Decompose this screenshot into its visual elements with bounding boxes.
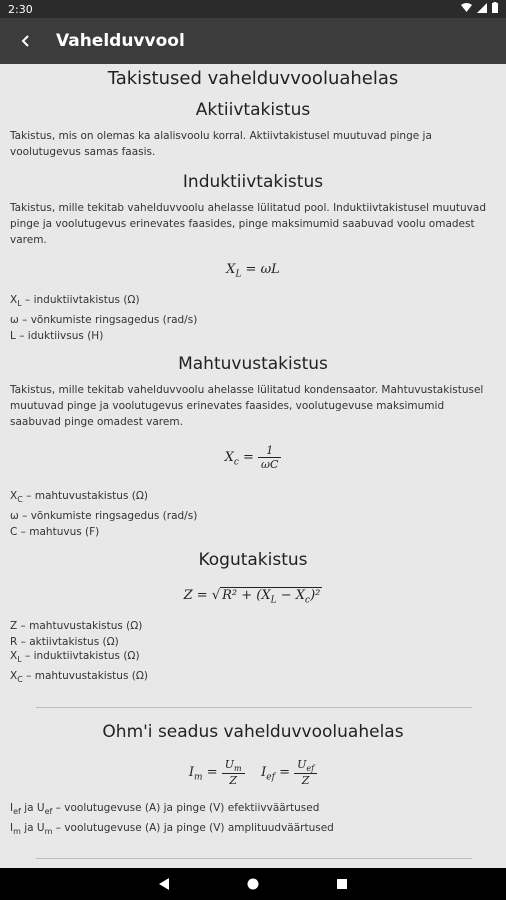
- capacitive-legend-0: $X_C$ – mahtuvustakistus (Ω): [10, 490, 148, 505]
- back-button[interactable]: [14, 29, 38, 53]
- active-body: Takistus, mis on olemas ka alalisvoolu korral. Aktiivtakistusel muutuvad pinge ja voolutugevus samas faasis.: [10, 130, 432, 158]
- arrow-left-icon: [20, 34, 32, 48]
- inductive-body: Takistus, mille tekitab vahelduvvoolu ahelasse lülitatud pool. Induktiivtakistusel muutuvad pinge ja voolutugevus erinevates faasides, pinge maksimumid saabuvad voolu omadest varem.: [10, 202, 486, 246]
- wifi-icon: [461, 3, 472, 13]
- capacitive-formula: $X_c$ = $\frac{1}{\omega C}$: [0, 444, 506, 471]
- capacitive-legend-1: ω – võnkumiste ringsagedus (rad/s): [10, 510, 198, 522]
- nav-recents-button[interactable]: [322, 868, 362, 900]
- ohm-formula: $I_m$ = $\frac{U_m}{Z}$ $I_{ef}$ = $\frac{U_{ef}}{Z}$: [0, 758, 506, 787]
- square-recents-icon: [337, 879, 347, 889]
- heading-capacitive: Mahtuvustakistus: [178, 354, 328, 374]
- total-legend-0: Z – mahtuvustakistus (Ω): [10, 620, 143, 632]
- total-legend-2: $X_L$ – induktiivtakistus (Ω): [10, 650, 140, 665]
- capacitive-legend-2: C – mahtuvus (F): [10, 526, 100, 538]
- signal-icon: [477, 3, 487, 13]
- capacitive-den: ωC: [261, 458, 279, 471]
- app-bar: [0, 18, 506, 64]
- content-scroll[interactable]: [0, 64, 506, 868]
- nav-home-button[interactable]: [233, 868, 273, 900]
- capacitive-num: 1: [258, 444, 281, 458]
- page-title: Vahelduvvool: [56, 31, 185, 51]
- status-time: 2:30: [8, 3, 33, 16]
- battery-icon: [492, 2, 498, 13]
- inductive-formula: $X_L = \omega L$: [226, 262, 280, 280]
- inductive-legend-0: $X_L$ – induktiivtakistus (Ω): [10, 294, 140, 309]
- system-nav-bar: [0, 868, 506, 900]
- circle-home-icon: [247, 878, 259, 890]
- heading-inductive: Induktiivtakistus: [182, 172, 324, 192]
- ohm-legend-1: $I_m$ ja $U_m$ – voolutugevuse (A) ja pinge (V) amplituudväärtused: [10, 822, 334, 837]
- inductive-legend-1: ω – võnkumiste ringsagedus (rad/s): [10, 314, 198, 326]
- ohm-legend-0: $I_{ef}$ ja $U_{ef}$ – voolutugevuse (A) ja pinge (V) efektiivväärtused: [10, 802, 320, 817]
- nav-back-button[interactable]: [144, 868, 184, 900]
- section-divider: [36, 707, 472, 708]
- triangle-back-icon: [159, 878, 169, 890]
- inductive-legend-2: L – iduktiivsus (H): [10, 330, 104, 342]
- total-formula: Z = √ $R^2 + (X_L - X_c)^2$: [183, 588, 321, 606]
- main-heading: Takistused vahelduvvooluahelas: [107, 68, 399, 89]
- status-bar: [0, 0, 506, 18]
- heading-active: Aktiivtakistus: [195, 100, 311, 120]
- status-icons: [461, 2, 498, 13]
- heading-total: Kogutakistus: [198, 550, 308, 570]
- section-divider-2: [36, 858, 472, 859]
- total-legend-1: R – aktiivtakistus (Ω): [10, 636, 119, 648]
- total-legend-3: $X_C$ – mahtuvustakistus (Ω): [10, 670, 148, 685]
- heading-ohm: Ohm'i seadus vahelduvvooluahelas: [102, 722, 404, 742]
- capacitive-body: Takistus, mille tekitab vahelduvvoolu ahelasse lülitatud kondensaator. Mahtuvustakistusel muutuvad pinge ja voolutugevus erinevates faasides, voolutugevuse maksimumid saabuvad pinge omadest varem.: [10, 384, 484, 428]
